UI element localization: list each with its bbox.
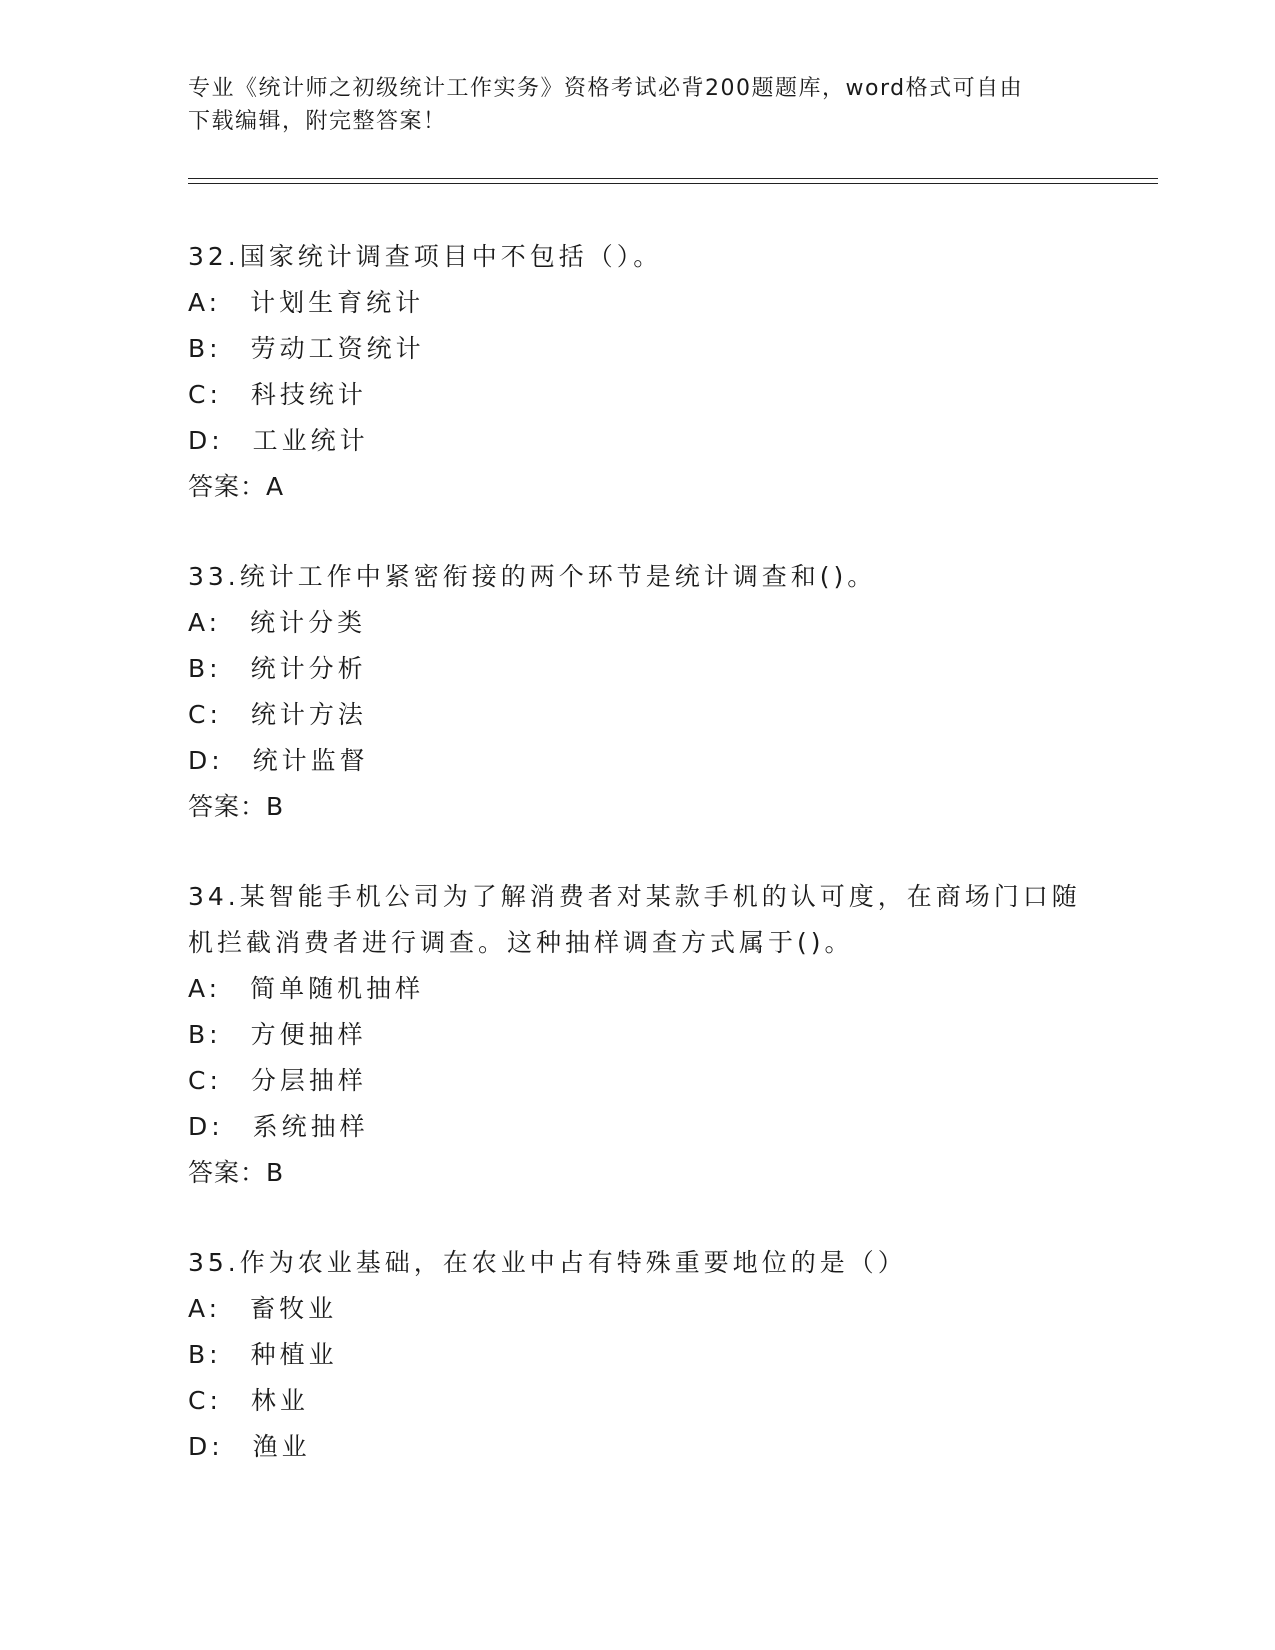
question-stem: 34.某智能手机公司为了解消费者对某款手机的认可度，在商场门口随 [188,882,1081,911]
option-a: A: 畜牧业 [188,1294,338,1323]
option-a: A: 简单随机抽样 [188,974,425,1003]
question-block [188,234,1088,510]
option-d: D: 工业统计 [188,426,369,455]
question-stem: 32.国家统计调查项目中不包括（）。 [188,242,663,271]
option-b: B: 种植业 [188,1340,338,1369]
option-c: C: 科技统计 [188,380,367,409]
question-block [188,874,1088,1196]
option-b: B: 统计分析 [188,654,367,683]
answer-line: 答案：B [188,792,285,821]
option-d: D: 统计监督 [188,746,369,775]
option-b: B: 方便抽样 [188,1020,367,1049]
header-divider-top [188,178,1158,179]
question-stem-continued: 机拦截消费者进行调查。这种抽样调查方式属于()。 [188,928,854,957]
header-line-1: 专业《统计师之初级统计工作实务》资格考试必背200题题库，word格式可自由 [188,76,1024,101]
option-d: D: 渔业 [188,1432,311,1461]
answer-line: 答案：B [188,1158,285,1187]
option-c: C: 统计方法 [188,700,367,729]
header-line-2: 下载编辑，附完整答案！ [188,109,447,134]
option-a: A: 统计分类 [188,608,367,637]
question-stem: 33.统计工作中紧密衔接的两个环节是统计调查和()。 [188,562,877,591]
question-stem: 35.作为农业基础，在农业中占有特殊重要地位的是（） [188,1248,907,1277]
answer-line: 答案：A [188,472,285,501]
option-b: B: 劳动工资统计 [188,334,425,363]
question-block [188,554,1088,830]
option-d: D: 系统抽样 [188,1112,369,1141]
header-divider-bottom [188,183,1158,184]
question-block [188,1240,1088,1470]
document-header [188,72,1068,138]
option-a: A: 计划生育统计 [188,288,425,317]
option-c: C: 林业 [188,1386,309,1415]
option-c: C: 分层抽样 [188,1066,367,1095]
